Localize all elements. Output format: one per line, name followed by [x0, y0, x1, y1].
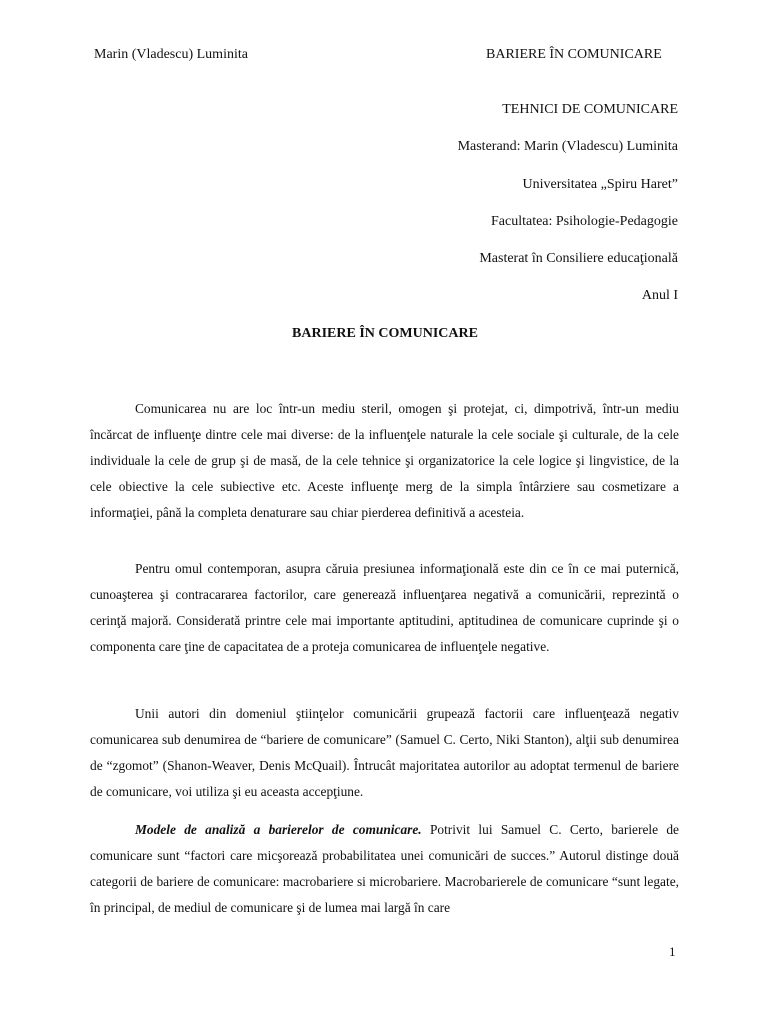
header-author: Marin (Vladescu) Luminita — [94, 47, 248, 62]
meta-university: Universitatea „Spiru Haret” — [522, 177, 678, 192]
page-number: 1 — [669, 944, 676, 959]
header-title: BARIERE ÎN COMUNICARE — [486, 47, 662, 62]
meta-year: Anul I — [641, 288, 678, 303]
document-title: BARIERE ÎN COMUNICARE — [292, 326, 478, 341]
meta-course: TEHNICI DE COMUNICARE — [502, 102, 678, 117]
paragraph-4-lead: Modele de analiză a barierelor de comunicare. — [135, 822, 422, 837]
meta-program: Masterat în Consiliere educaţională — [479, 251, 678, 266]
paragraph-1: Comunicarea nu are loc într-un mediu steril, omogen şi protejat, ci, dimpotrivă, într-un mediu încărcat de influenţe dintre cele mai diverse: de la influenţele naturale la cele sociale şi culturale, de la cele individuale la cele de grup şi de masă, de la cele tehnice şi organizatorice la cele logice şi lingvistice, de la cele obiective la cele subiective etc. Aceste influenţe merg de la simpla întârziere sau cosmetizare a informaţiei, până la completa denaturare sau chiar pierderea definitivă a acesteia. — [90, 401, 679, 521]
meta-faculty: Facultatea: Psihologie-Pedagogie — [490, 214, 678, 229]
meta-student: Masterand: Marin (Vladescu) Luminita — [457, 139, 678, 154]
paragraph-3: Unii autori din domeniul ştiinţelor comunicării grupează factorii care influenţează negativ comunicarea sub denumirea de “bariere de comunicare” (Samuel C. Certo, Niki Stanton), alţii sub denumirea de “zgomot” (Shanon-Weaver, Denis McQuail). Întrucât majoritatea autorilor au adoptat termenul de bariere de comunicare, voi utiliza şi eu aceasta accepţiune. — [90, 706, 679, 800]
paragraph-4-body: Potrivit lui Samuel C. Certo, barierele de comunicare sunt “factori care micşorează probabilitatea unei comunicări de succes.” Autorul distinge două categorii de bariere de comunicare: macrobariere si microbariere. Macrobarierele de comunicare “sunt legate, în principal, de mediul de comunicare şi de lumea mai largă în care — [90, 822, 679, 916]
paragraph-4 — [90, 817, 679, 921]
paragraph-2: Pentru omul contemporan, asupra căruia presiunea informaţională este din ce în ce mai puternică, cunoaşterea şi contracararea factorilor, care generează influenţarea negativă a comunicării, reprezintă o cerinţă majoră. Considerată printre cele mai importante aptitudini, aptitudinea de comunicare cuprinde şi o componenta care ţine de capacitatea de a proteja comunicarea de influenţele negative. — [90, 561, 679, 655]
